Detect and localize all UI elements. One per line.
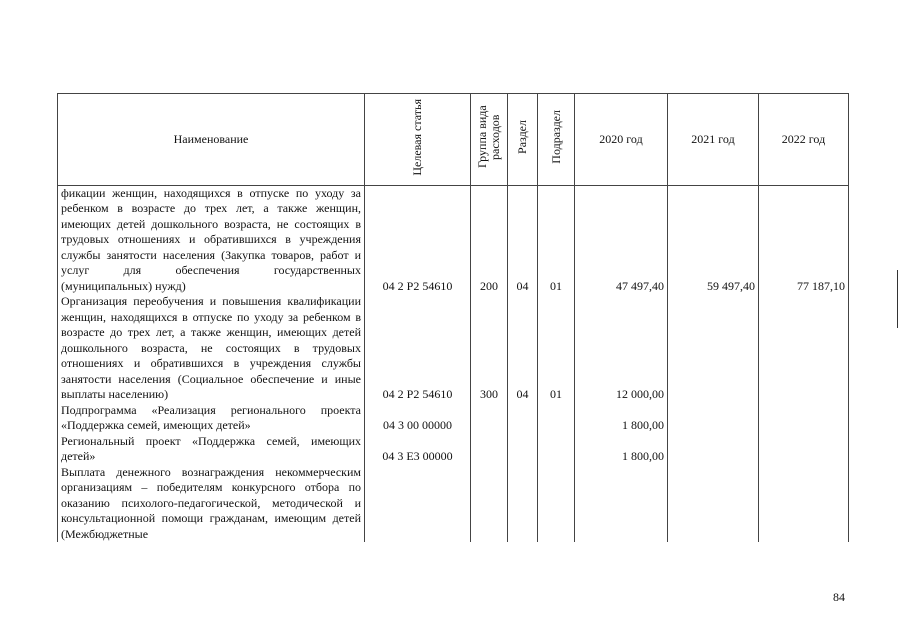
header-2020: 2020 год xyxy=(575,94,668,186)
row-name: Региональный проект «Поддержка семей, имеющих детей» xyxy=(58,434,365,465)
row-group: 200 xyxy=(471,185,508,294)
row-2020: 47 497,40 xyxy=(575,185,668,294)
row-name: фикации женщин, находящихся в отпуске по уходу за ребенком в возрасте до трех лет, а также женщин, имеющих детей дошкольного возраста, не состоящих в трудовых отношениях и обратившихся в учреждения службы занятости населения (Закупка товаров, работ и услуг для обеспечения государственных (муниципальных) нужд) xyxy=(58,185,365,294)
row-section xyxy=(508,403,538,434)
header-group: Группа вида расходов xyxy=(471,94,508,186)
row-subsection xyxy=(538,434,575,465)
row-subsection xyxy=(538,465,575,543)
row-2022 xyxy=(759,434,849,465)
row-group xyxy=(471,465,508,543)
row-article: 04 2 P2 54610 xyxy=(365,185,471,294)
table-row xyxy=(58,403,849,434)
table-header-row xyxy=(58,94,849,186)
row-section xyxy=(508,465,538,543)
row-2022: 77 187,10 xyxy=(759,185,849,294)
page-number: 84 xyxy=(833,590,845,604)
row-subsection: 01 xyxy=(538,294,575,403)
row-subsection xyxy=(538,403,575,434)
row-2021 xyxy=(668,294,759,403)
row-section: 04 xyxy=(508,294,538,403)
row-subsection: 01 xyxy=(538,185,575,294)
row-2022 xyxy=(759,294,849,403)
row-2020 xyxy=(575,465,668,543)
row-group xyxy=(471,434,508,465)
row-2021: 59 497,40 xyxy=(668,185,759,294)
budget-table xyxy=(57,93,849,542)
row-2022 xyxy=(759,465,849,543)
header-2022: 2022 год xyxy=(759,94,849,186)
header-article: Целевая статья xyxy=(365,94,471,186)
row-2021 xyxy=(668,434,759,465)
table-row xyxy=(58,465,849,543)
row-name: Выплата денежного вознаграждения некоммерческим организациям – победителям конкурсного отбора по оказанию психолого-педагогической, методической и консультационной помощи гражданам, имеющим детей (Межбюджетные xyxy=(58,465,365,543)
row-group: 300 xyxy=(471,294,508,403)
row-name: Организация переобучения и повышения квалификации женщин, находящихся в отпуске по уходу за ребенком в возрасте до трех лет, а также женщин, имеющих детей дошкольного возраста, не состоящих в трудовых отношениях и обратившихся в учреждения службы занятости населения (Социальное обеспечение и иные выплаты населению) xyxy=(58,294,365,403)
row-article xyxy=(365,465,471,543)
header-section: Раздел xyxy=(508,94,538,186)
row-2020: 12 000,00 xyxy=(575,294,668,403)
row-article: 04 2 P2 54610 xyxy=(365,294,471,403)
header-2021: 2021 год xyxy=(668,94,759,186)
table-row xyxy=(58,294,849,403)
row-article: 04 3 E3 00000 xyxy=(365,434,471,465)
row-group xyxy=(471,403,508,434)
table-row xyxy=(58,434,849,465)
table-row xyxy=(58,185,849,294)
row-name: Подпрограмма «Реализация регионального проекта «Поддержка семей, имеющих детей» xyxy=(58,403,365,434)
row-article: 04 3 00 00000 xyxy=(365,403,471,434)
row-2022 xyxy=(759,403,849,434)
row-2020: 1 800,00 xyxy=(575,434,668,465)
row-2020: 1 800,00 xyxy=(575,403,668,434)
row-section xyxy=(508,434,538,465)
row-section: 04 xyxy=(508,185,538,294)
row-2021 xyxy=(668,465,759,543)
header-subsection: Подраздел xyxy=(538,94,575,186)
scan-edge-line xyxy=(897,270,898,328)
header-name: Наименование xyxy=(58,94,365,186)
row-2021 xyxy=(668,403,759,434)
